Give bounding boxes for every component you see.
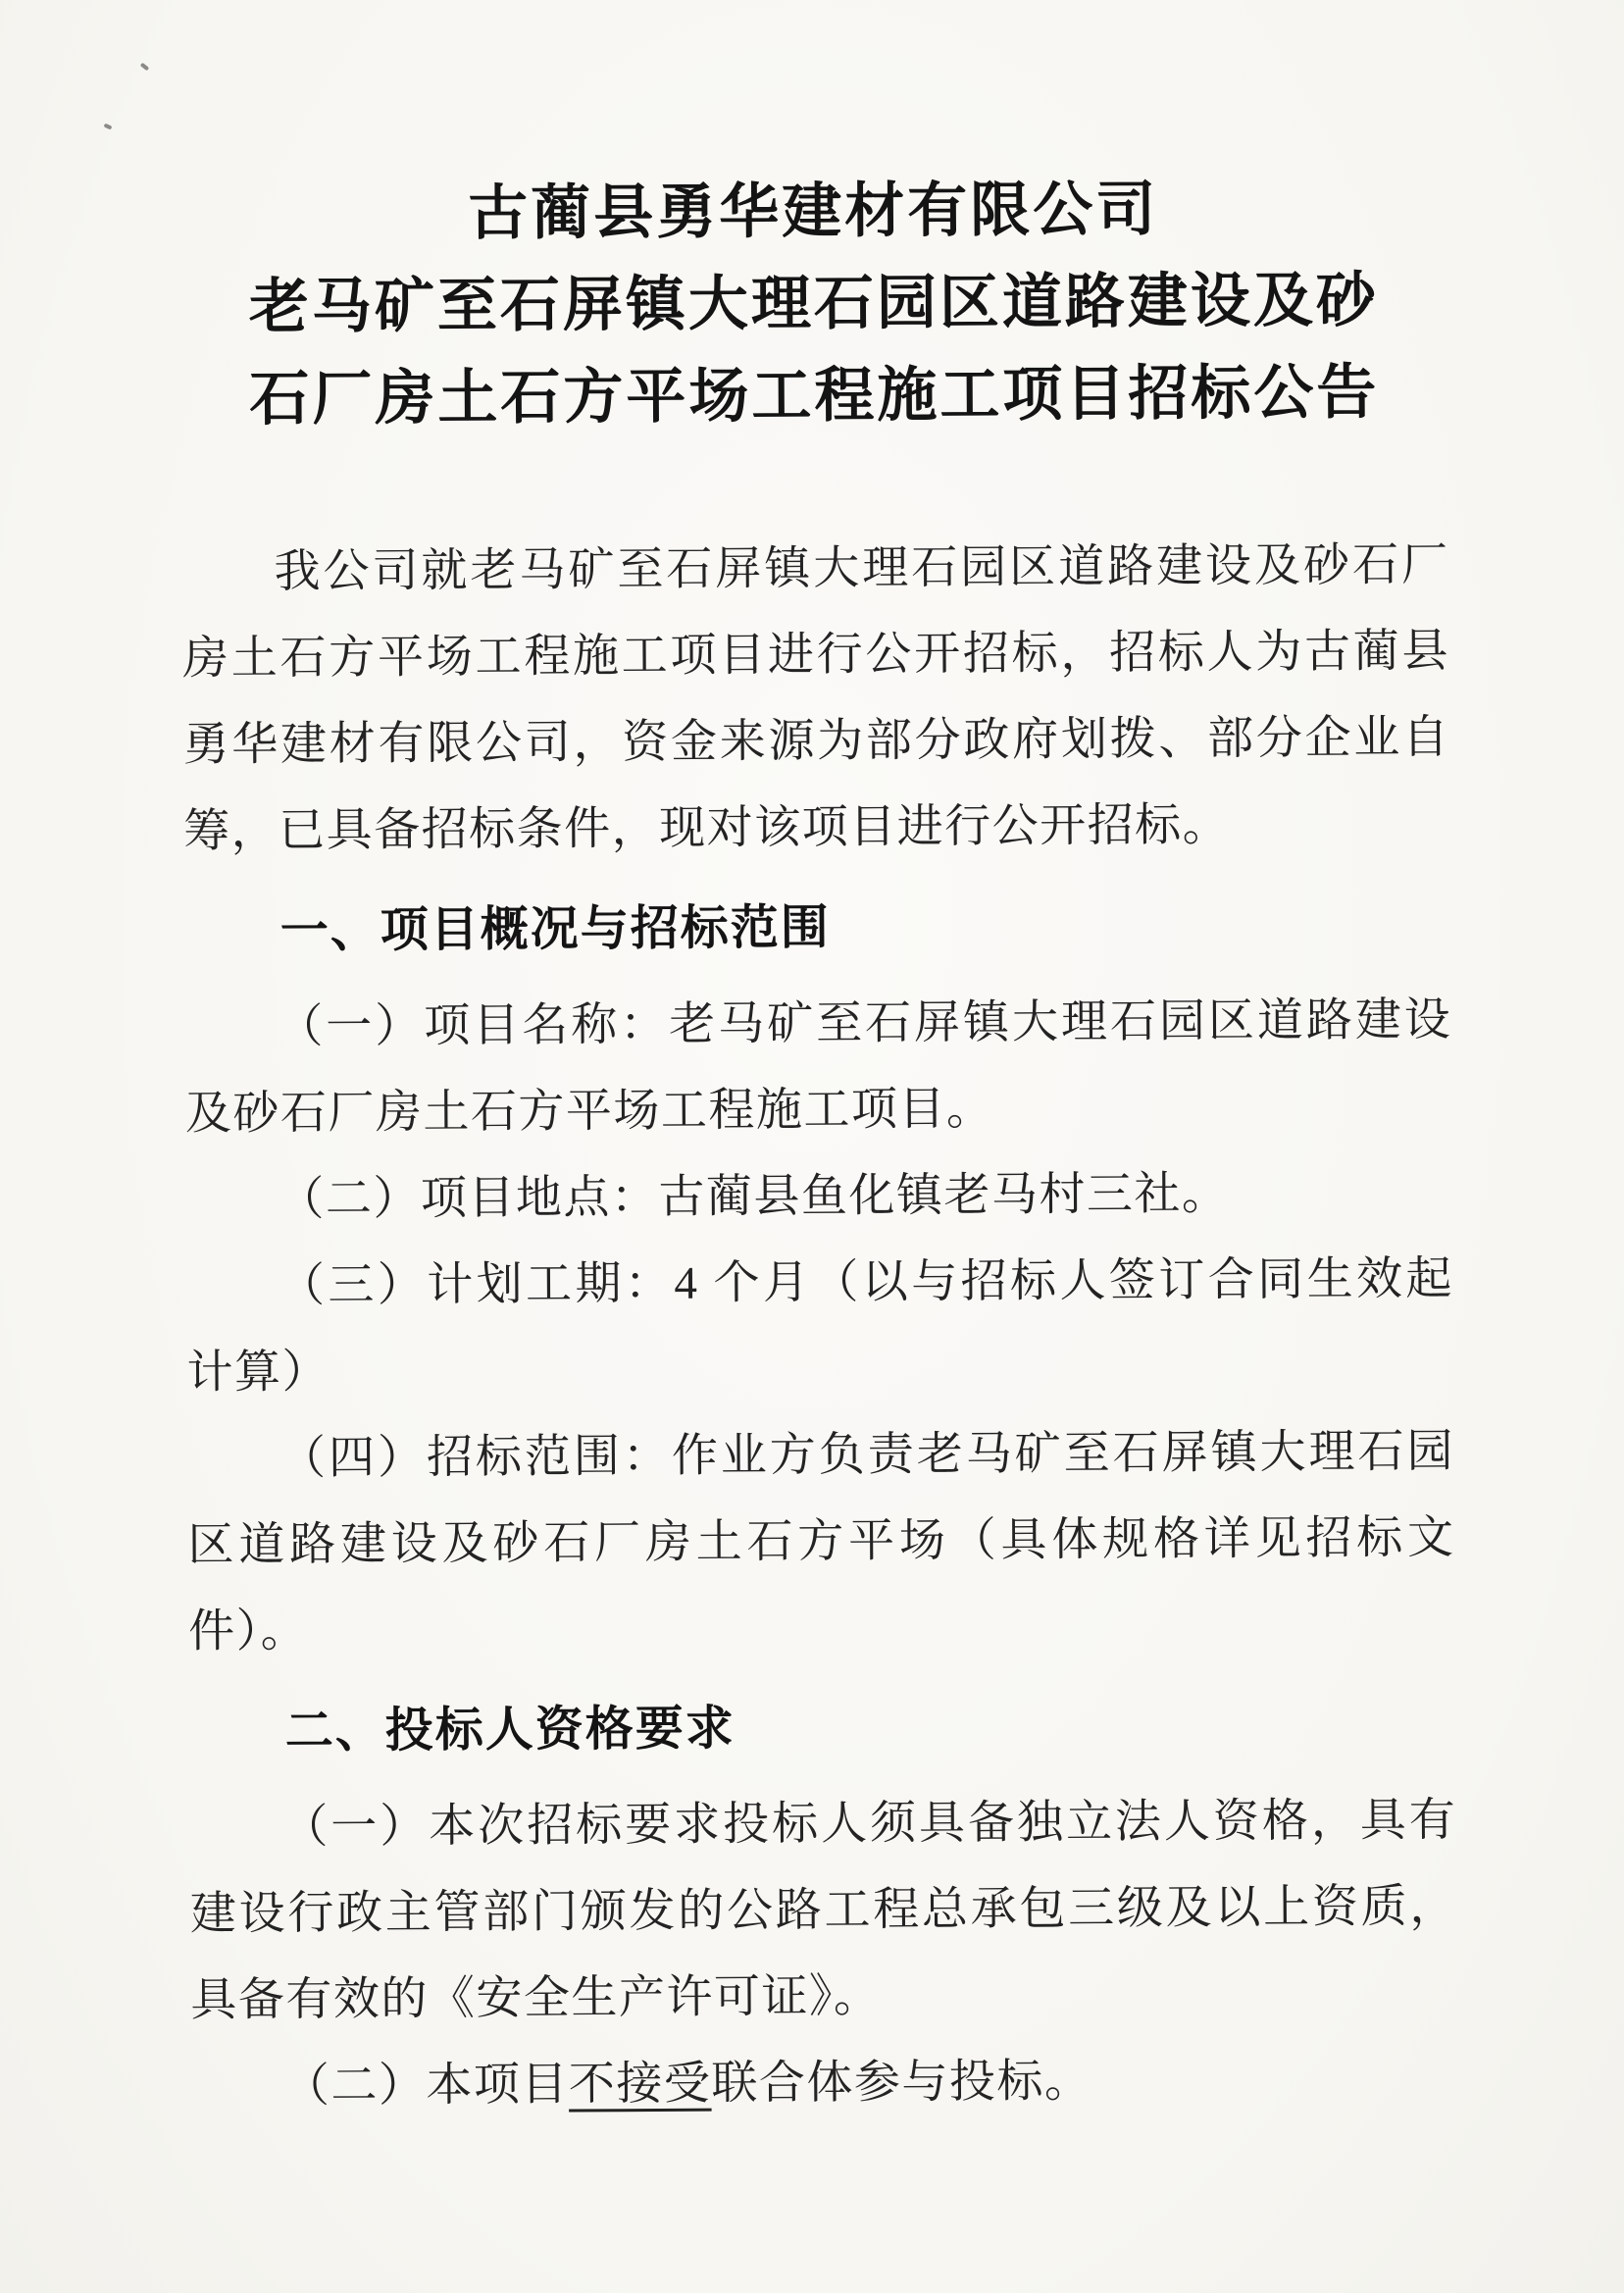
section-2-heading: 二、投标人资格要求 [284,1702,736,1758]
title-line-company: 古蔺县勇华建材有限公司 [468,175,1159,247]
consortium-text-suffix: 联合体参与投标。 [711,2056,1092,2110]
scan-speck [104,123,113,129]
section-2-item-consortium [191,2036,1459,2130]
title-line-project-2: 石厂房土石方平场工程施工项目招标公告 [249,358,1380,433]
consortium-text-prefix: （二）本项目 [282,2059,570,2113]
consortium-text-underlined: 不接受 [568,2058,712,2111]
section-2-item-qualification: （一）本次招标要求投标人须具备独立法人资格，具有建设行政主管部门颁发的公路工程总承包三级及以上资质，具备有效的《安全生产许可证》。 [189,1795,1458,2026]
document-content [179,161,1458,2130]
section-1-item-project-name: （一）项目名称：老马矿至石屏镇大理石园区道路建设及砂石厂房土石方平场工程施工项目。 [184,994,1452,1140]
section-1-item-planned-duration: （三）计划工期：4 个月（以与招标人签订合同生效起计算） [186,1253,1454,1399]
scan-speck [140,63,150,72]
title-line-project-1: 老马矿至石屏镇大理石园区道路建设及砂 [248,266,1380,340]
section-1-heading: 一、项目概况与招标范围 [279,900,831,958]
section-1-item-bid-scope: （四）招标范围：作业方负责老马矿至石屏镇大理石园区道路建设及砂石厂房土石方平场（具体规格详见招标文件）。 [187,1426,1455,1657]
document-title [179,161,1448,445]
section-1-item-project-location: （二）项目地点：古蔺县鱼化镇老马村三社。 [278,1168,1230,1226]
intro-paragraph: 我公司就老马矿至石屏镇大理石园区道路建设及砂石厂房土石方平场工程施工项目进行公开招标，招标人为古蔺县勇华建材有限公司，资金来源为部分政府划拨、部分企业自筹，已具备招标条件，现对该项目进行公开招标。 [181,539,1450,857]
